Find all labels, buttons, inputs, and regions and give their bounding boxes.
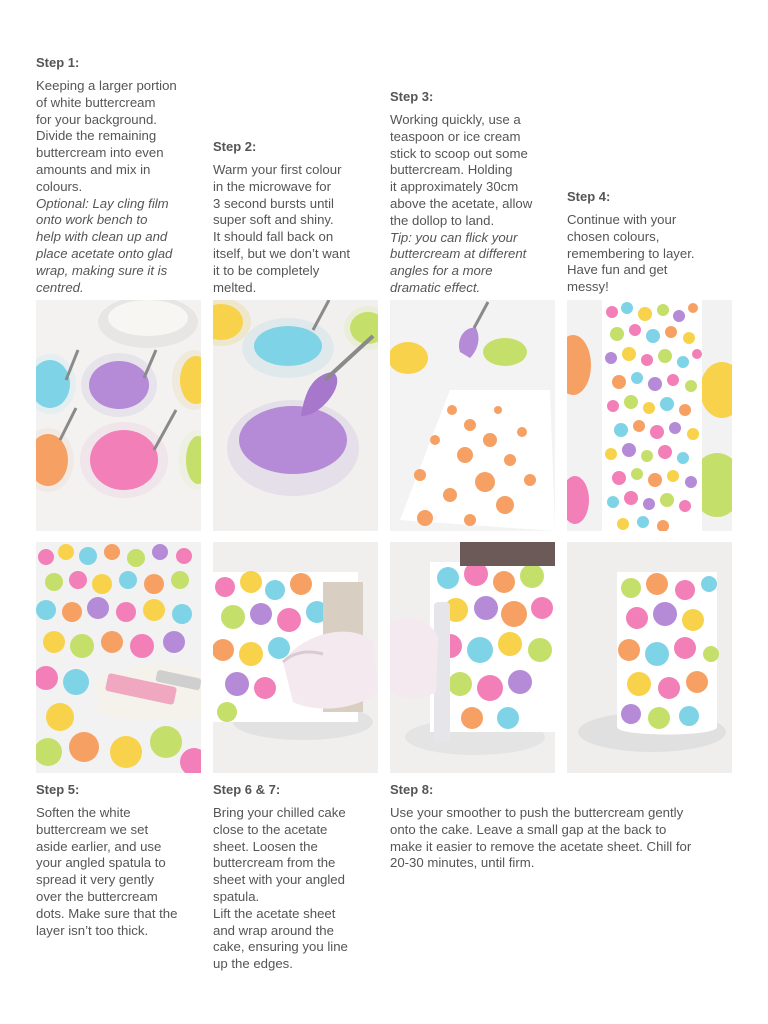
step-title: Step 8: [390, 782, 434, 797]
photo-spread-white-buttercream [36, 542, 201, 773]
italic-text-line: Tip: you can flick your [390, 229, 518, 245]
text-line: and wrap around the [213, 922, 334, 938]
italic-text-line: angles for a more [390, 263, 493, 279]
step-3 [390, 89, 558, 297]
step-5 [36, 782, 204, 939]
text-line: Divide the remaining [36, 128, 157, 144]
step-6-7 [213, 782, 381, 973]
text-line: buttercream into even [36, 145, 164, 161]
text-line: Warm your first colour [213, 162, 342, 177]
step-title: Step 5: [36, 782, 80, 797]
step-text [36, 805, 204, 939]
text-line: remembering to layer. [567, 245, 695, 261]
text-line: colours. [36, 178, 83, 194]
text-line: spatula. [213, 888, 260, 904]
step-title: Step 2: [213, 139, 257, 154]
text-line: Have fun and get [567, 262, 668, 278]
photo-layered-colour-dots [567, 300, 732, 531]
step-title: Step 6 & 7: [213, 782, 281, 797]
italic-text-line: dramatic effect. [390, 279, 481, 295]
step-text [390, 805, 740, 872]
photo-coloured-buttercream-bowls [36, 300, 201, 531]
text-line: cake, ensuring you line [213, 939, 348, 955]
text-line: close to the acetate [213, 821, 328, 837]
text-line: make it easier to remove the acetate sheet. Chill for [390, 838, 692, 854]
text-line: melted. [213, 279, 257, 295]
text-line: layer isn’t too thick. [36, 922, 149, 938]
step-text [213, 162, 381, 296]
text-line: Lift the acetate sheet [213, 905, 336, 921]
italic-text-line: centred. [36, 279, 84, 295]
text-line: Keeping a larger portion [36, 78, 177, 93]
italic-text-line: wrap, making sure it is [36, 262, 168, 278]
text-line: itself, but we don’t want [213, 245, 351, 261]
text-line: up the edges. [213, 956, 293, 972]
text-line: above the acetate, allow [390, 195, 533, 211]
photo-warm-buttercream-spoon [213, 300, 378, 531]
text-line: dots. Make sure that the [36, 905, 178, 921]
text-line: chosen colours, [567, 228, 660, 244]
step-text [36, 78, 204, 296]
text-line: your angled spatula to [36, 855, 166, 871]
text-line: stick to scoop out some [390, 145, 528, 161]
text-line: it to be completely [213, 262, 320, 278]
step-4 [567, 189, 735, 296]
text-line: amounts and mix in [36, 161, 151, 177]
step-text [567, 212, 735, 296]
text-line: the dollop to land. [390, 212, 495, 228]
text-line: over the buttercream [36, 888, 158, 904]
step-title: Step 3: [390, 89, 434, 104]
photo-wrap-acetate-around-cake [213, 542, 378, 773]
photo-smooth-with-scraper [390, 542, 555, 773]
text-line: Use your smoother to push the buttercream gently [390, 805, 684, 820]
text-line: teaspoon or ice cream [390, 128, 521, 144]
text-line: buttercream from the [213, 855, 336, 871]
text-line: Working quickly, use a [390, 112, 521, 127]
photo-finished-cake [567, 542, 732, 773]
text-line: it approximately 30cm [390, 179, 519, 195]
text-line: sheet with your angled [213, 872, 345, 888]
text-line: aside earlier, and use [36, 838, 162, 854]
text-line: messy! [567, 279, 609, 295]
step-1 [36, 55, 204, 296]
photo-dollops-on-acetate [390, 300, 555, 531]
text-line: of white buttercream [36, 94, 156, 110]
text-line: 20-30 minutes, until firm. [390, 855, 535, 871]
text-line: buttercream we set [36, 821, 149, 837]
text-line: onto the cake. Leave a small gap at the back to [390, 821, 667, 837]
text-line: super soft and shiny. [213, 212, 334, 228]
step-title: Step 4: [567, 189, 611, 204]
step-text [390, 112, 558, 297]
text-line: Bring your chilled cake [213, 805, 346, 820]
step-8 [390, 782, 740, 872]
text-line: for your background. [36, 111, 157, 127]
text-line: sheet. Loosen the [213, 838, 318, 854]
text-line: Soften the white [36, 805, 131, 820]
text-line: Continue with your [567, 212, 677, 227]
italic-text-line: Optional: Lay cling film [36, 195, 169, 211]
step-2 [213, 139, 381, 296]
italic-text-line: buttercream at different [390, 246, 527, 262]
step-title: Step 1: [36, 55, 80, 70]
text-line: spread it very gently [36, 872, 155, 888]
italic-text-line: place acetate onto glad [36, 245, 173, 261]
italic-text-line: onto work bench to [36, 212, 148, 228]
text-line: 3 second bursts until [213, 195, 334, 211]
step-text [213, 805, 381, 973]
text-line: buttercream. Holding [390, 162, 513, 178]
italic-text-line: help with clean up and [36, 229, 168, 245]
text-line: in the microwave for [213, 178, 331, 194]
text-line: It should fall back on [213, 229, 334, 245]
